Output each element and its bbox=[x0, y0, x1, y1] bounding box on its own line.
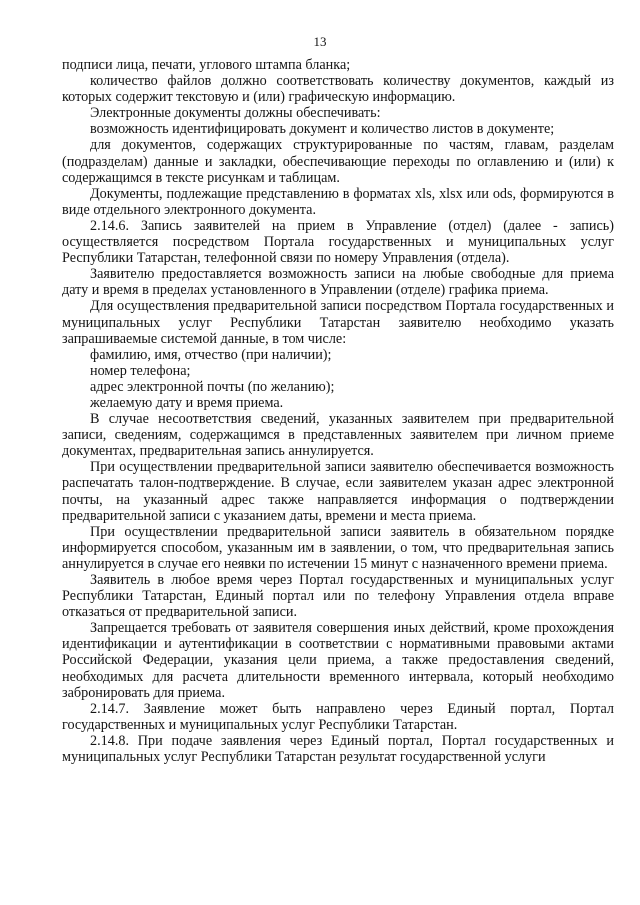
paragraph: При осуществлении предварительной записи заявитель в обязательном порядке информируется способом, указанным им в заявлении, о том, что предварительная запись аннулируется в случае его неявки по истечении 15 минут с назначенного времени приема. bbox=[62, 523, 614, 572]
list-item: адрес электронной почты (по желанию); bbox=[90, 378, 335, 395]
paragraph: Документы, подлежащие представлению в форматах xls, xlsx или ods, формируются в виде отдельного электронного документа. bbox=[62, 185, 614, 218]
paragraph: подписи лица, печати, углового штампа бланка; bbox=[62, 57, 351, 73]
document-body bbox=[62, 57, 614, 765]
paragraph: При осуществлении предварительной записи заявителю обеспечивается возможность распечатать талон-подтверждение. В случае, если заявителем указан адрес электронной почты, на указанный адрес также направляется информация о подтверждении предварительной записи с указанием даты, времени и места приема. bbox=[62, 459, 614, 524]
paragraph: Электронные документы должны обеспечивать: bbox=[90, 105, 381, 122]
paragraph: для документов, содержащих структурированные по частям, главам, разделам (подразделам) данные и закладки, обеспечивающие переходы по оглавлению и (или) к содержащимся в тексте рисункам и таблицам. bbox=[62, 137, 614, 186]
paragraph: Для осуществления предварительной записи посредством Портала государственных и муниципальных услуг Республики Татарстан заявителю необходимо указать запрашиваемые системой данные, в том числе: bbox=[62, 298, 614, 347]
section-paragraph: 2.14.6. Запись заявителей на прием в Управление (отдел) (далее - запись) осуществляется посредством Портала государственных и муниципальных услуг Республики Татарстан, телефонной связи по номеру Управления (отдела). bbox=[62, 217, 614, 267]
list-item: номер телефона; bbox=[90, 362, 191, 379]
paragraph: возможность идентифицировать документ и количество листов в документе; bbox=[90, 121, 555, 138]
paragraph: Запрещается требовать от заявителя совершения иных действий, кроме прохождения идентификации и аутентификации в соответствии с нормативными правовыми актами Российской Федерации, указания цели приема, а также предоставления сведений, необходимых для расчета длительности временного интервала, который необходимо забронировать для приема. bbox=[62, 620, 614, 701]
paragraph: количество файлов должно соответствовать количеству документов, каждый из которых содержит текстовую и (или) графическую информацию. bbox=[62, 73, 614, 106]
section-paragraph: 2.14.7. Заявление может быть направлено через Единый портал, Портал государственных и муниципальных услуг Республики Татарстан. bbox=[62, 700, 614, 733]
page-number: 13 bbox=[313, 34, 327, 49]
paragraph: Заявитель в любое время через Портал государственных и муниципальных услуг Республики Татарстан, Единый портал или по телефону Управления отдела вправе отказаться от предварительной записи. bbox=[62, 572, 614, 621]
section-paragraph: 2.14.8. При подаче заявления через Единый портал, Портал государственных и муниципальных услуг Республики Татарстан результат государственной услуги bbox=[62, 732, 614, 766]
list-item: желаемую дату и время приема. bbox=[90, 394, 284, 411]
paragraph: В случае несоответствия сведений, указанных заявителем при предварительной записи, сведениям, содержащимся в представленных заявителем при личном приеме документах, предварительная запись аннулируется. bbox=[62, 411, 614, 460]
paragraph: Заявителю предоставляется возможность записи на любые свободные для приема дату и время в пределах установленного в Управлении (отделе) графика приема. bbox=[62, 266, 614, 299]
list-item: фамилию, имя, отчество (при наличии); bbox=[90, 346, 332, 363]
